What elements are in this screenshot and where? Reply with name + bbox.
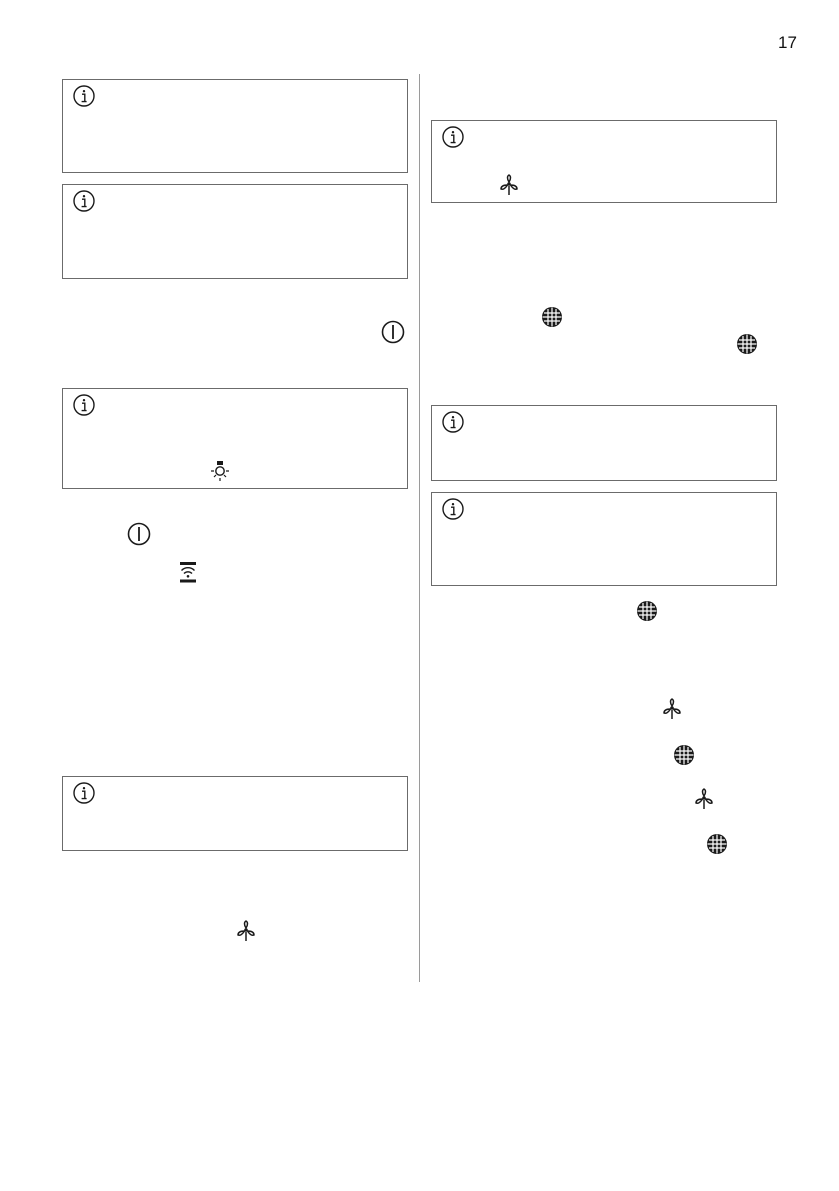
fan-icon — [235, 920, 257, 942]
note-box-2 — [62, 184, 408, 279]
column-divider — [419, 74, 420, 982]
remote-wifi-icon — [178, 561, 198, 583]
grease-filter-icon — [541, 306, 563, 328]
on-off-icon — [127, 522, 151, 546]
grease-filter-icon — [706, 833, 728, 855]
grease-filter-icon — [636, 600, 658, 622]
grease-filter-icon — [736, 333, 758, 355]
info-icon — [442, 126, 464, 148]
on-off-icon — [381, 320, 405, 344]
note-box-1 — [62, 79, 408, 173]
fan-icon — [661, 698, 683, 720]
note-box-7 — [431, 492, 777, 586]
info-icon — [442, 411, 464, 433]
fan-icon — [498, 174, 520, 196]
note-box-5 — [431, 120, 777, 203]
fan-icon — [693, 788, 715, 810]
info-icon — [73, 394, 95, 416]
info-icon — [73, 85, 95, 107]
info-icon — [442, 498, 464, 520]
grease-filter-icon — [673, 744, 695, 766]
info-icon — [73, 190, 95, 212]
note-box-4 — [62, 776, 408, 851]
page-number: 17 — [778, 33, 797, 52]
light-icon — [210, 460, 230, 482]
info-icon — [73, 782, 95, 804]
note-box-6 — [431, 405, 777, 481]
note-box-3 — [62, 388, 408, 489]
